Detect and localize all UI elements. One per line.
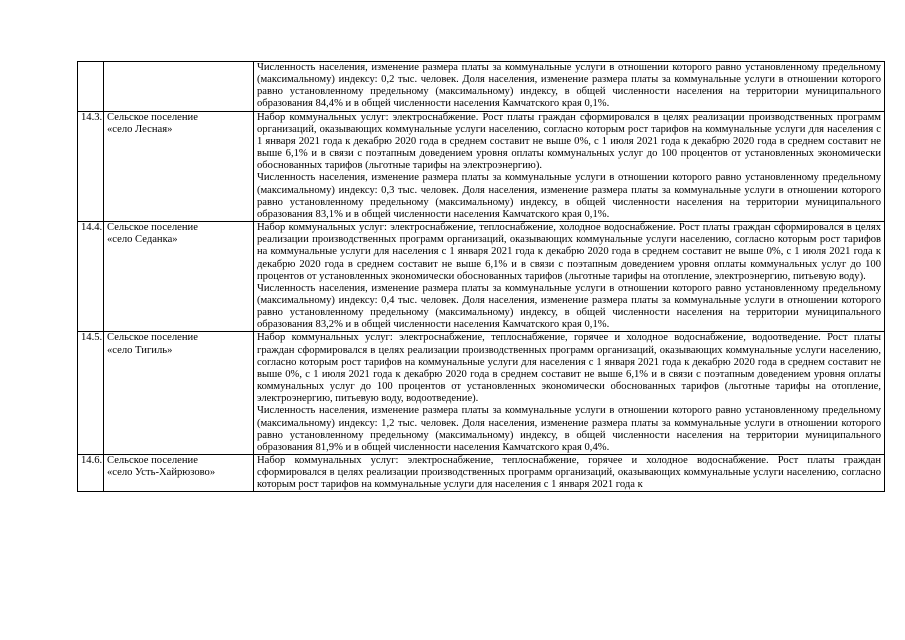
services-paragraph: Набор коммунальных услуг: электроснабжение, теплоснабжение, горячее и холодное водоснабжение, водоотведение. Рост платы граждан сформировался в целях реализации производственных программ организаций, оказывающих коммунальные услуги населению, согласно которым рост тарифов на коммунальные услуги для населения с 1 января 2021 года к декабрю 2020 года в среднем составит не выше 0%, с 1 июля 2021 года к декабрю 2020 года в среднем составит не выше 6,1% и в связи с поэтапным доведением уровня оплаты коммунальных услуг до 100 процентов от установленных экономически обоснованных тарифов (льготные тарифы на отопление, электроэнергию, питьевую воду, водоотведение). bbox=[257, 332, 881, 405]
row-description bbox=[254, 455, 885, 492]
population-paragraph: Численность населения, изменение размера платы за коммунальные услуги в отношении которого равно установленному предельному (максимальному) индексу: 1,2 тыс. человек. Доля населения, изменение размера платы за коммунальные услуги в отношении которого равно установленному предельному (максимальному) индексу, в общей численности населения на территории муниципального образования 81,9% и в общей численности населения Камчатского края 0,4%. bbox=[257, 405, 881, 453]
settlement-title: «село Усть-Хайрюзово» bbox=[107, 467, 216, 479]
settlement-title: «село Лесная» bbox=[107, 123, 173, 135]
settlement-type: Сельское поселение bbox=[107, 332, 198, 344]
table-row bbox=[78, 455, 885, 492]
row-description bbox=[254, 332, 885, 455]
table-row bbox=[78, 332, 885, 455]
row-number: 14.4. bbox=[78, 222, 104, 332]
population-paragraph: Численность населения, изменение размера платы за коммунальные услуги в отношении которого равно установленному предельному (максимальному) индексу: 0,2 тыс. человек. Доля населения, изменение размера платы за коммунальные услуги в отношении которого равно установленному предельному (максимальному) индексу, в общей численности населения на территории муниципального образования 84,4% и в общей численности населения Камчатского края 0,1%. bbox=[257, 62, 881, 110]
settlement-name bbox=[104, 62, 254, 112]
services-paragraph: Набор коммунальных услуг: электроснабжение, теплоснабжение, горячее и холодное водоснабжение. Рост платы граждан сформировался в целях реализации производственных программ организаций, оказывающих коммунальные услуги населению, согласно которым рост тарифов на коммунальные услуги для населения с 1 января 2021 года к bbox=[257, 455, 881, 491]
services-paragraph: Набор коммунальных услуг: электроснабжение, теплоснабжение, холодное водоснабжение. Рост платы граждан сформировался в целях реализации производственных программ организаций, оказывающих коммунальные услуги населению, согласно которым рост тарифов на коммунальные услуги для населения с 1 января 2021 года к декабрю 2020 года в среднем составит не выше 0%, с 1 июля 2021 года к декабрю 2020 года в среднем составит не выше 6,1% и в связи с поэтапным доведением уровня оплаты коммунальных услуг до 100 процентов от установленных экономически обоснованных тарифов (льготные тарифы на отопление, электроэнергию, питьевую воду). bbox=[257, 222, 881, 282]
tariff-table bbox=[77, 61, 885, 492]
row-number: 14.6. bbox=[78, 455, 104, 492]
row-description bbox=[254, 111, 885, 221]
settlement-name bbox=[104, 222, 254, 332]
services-paragraph: Набор коммунальных услуг: электроснабжение. Рост платы граждан сформировался в целях реализации производственных программ организаций, оказывающих коммунальные услуги населению, согласно которым рост тарифов на коммунальные услуги для населения с 1 января 2021 года к декабрю 2020 года в среднем составит не выше 0%, с 1 июля 2021 года к декабрю 2020 года в среднем составит не выше 6,1% и в связи с поэтапным доведением уровня оплаты коммунальных услуг до 100 процентов от установленных экономически обоснованных тарифов (льготные тарифы на электроэнергию). bbox=[257, 111, 881, 172]
table-row bbox=[78, 222, 885, 332]
settlement-type: Сельское поселение bbox=[107, 111, 198, 123]
settlement-name bbox=[104, 455, 254, 492]
settlement-title: «село Тигиль» bbox=[107, 344, 173, 356]
row-number: 14.5. bbox=[78, 332, 104, 455]
settlement-name bbox=[104, 111, 254, 221]
row-number bbox=[78, 62, 104, 112]
row-description bbox=[254, 222, 885, 332]
settlement-type: Сельское поселение bbox=[107, 455, 198, 466]
population-paragraph: Численность населения, изменение размера платы за коммунальные услуги в отношении которого равно установленному предельному (максимальному) индексу: 0,4 тыс. человек. Доля населения, изменение размера платы за коммунальные услуги в отношении которого равно установленному предельному (максимальному) индексу, в общей численности населения на территории муниципального образования 83,2% и в общей численности населения Камчатского края 0,1%. bbox=[257, 282, 881, 331]
settlement-type: Сельское поселение bbox=[107, 222, 198, 234]
settlement-title: «село Седанка» bbox=[107, 234, 178, 246]
table-row bbox=[78, 111, 885, 221]
table-row bbox=[78, 62, 885, 112]
page-bottom-margin bbox=[0, 592, 905, 640]
row-description bbox=[254, 62, 885, 112]
row-number: 14.3. bbox=[78, 111, 104, 221]
settlement-name bbox=[104, 332, 254, 455]
population-paragraph: Численность населения, изменение размера платы за коммунальные услуги в отношении которого равно установленному предельному (максимальному) индексу: 0,3 тыс. человек. Доля населения, изменение размера платы за коммунальные услуги в отношении которого равно установленному предельному (максимальному) индексу, в общей численности населения на территории муниципального образования 83,1% и в общей численности населения Камчатского края 0,1%. bbox=[257, 172, 881, 220]
